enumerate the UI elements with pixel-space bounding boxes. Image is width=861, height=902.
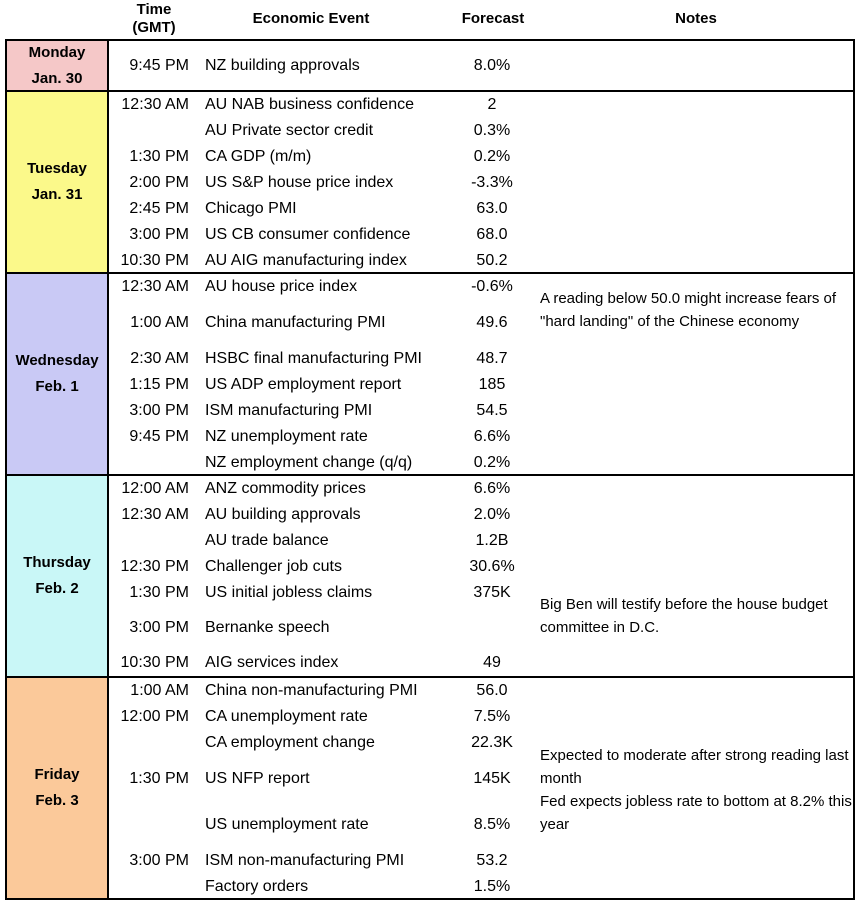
event-forecast: 49: [483, 654, 501, 671]
event-forecast: 2.0%: [473, 506, 511, 523]
event-forecast: 54.5: [476, 402, 508, 419]
event-time: 12:30 AM: [121, 96, 189, 113]
event-name: US ADP employment report: [205, 376, 402, 393]
event-forecast: 50.2: [476, 252, 508, 269]
event-time: 2:45 PM: [129, 200, 189, 217]
event-name: CA GDP (m/m): [205, 148, 312, 165]
event-time: 1:00 AM: [130, 314, 189, 331]
header-event: Economic Event: [252, 10, 370, 27]
event-name: Chicago PMI: [205, 200, 297, 217]
day-name: Thursday: [23, 554, 91, 571]
event-time: 3:00 PM: [129, 852, 189, 869]
day-block: [5, 474, 855, 678]
day-label: [7, 476, 109, 676]
day-label-text: [29, 40, 86, 92]
event-forecast: 68.0: [476, 226, 508, 243]
event-forecast: 0.2%: [473, 148, 511, 165]
event-forecast: 6.6%: [473, 480, 511, 497]
event-name: AU AIG manufacturing index: [205, 252, 407, 269]
day-block: [5, 676, 855, 900]
event-name: AIG services index: [205, 654, 339, 671]
event-time: 2:00 PM: [129, 174, 189, 191]
event-name: China manufacturing PMI: [205, 314, 386, 331]
event-time: 3:00 PM: [129, 226, 189, 243]
day-date: Feb. 2: [35, 580, 79, 597]
header-time-zone: (GMT): [132, 19, 176, 36]
event-name: ISM manufacturing PMI: [205, 402, 373, 419]
event-time: 1:15 PM: [129, 376, 189, 393]
event-forecast: 145K: [473, 770, 511, 787]
day-name: Monday: [28, 43, 86, 61]
day-label: [7, 92, 109, 272]
event-name: Bernanke speech: [205, 619, 330, 636]
event-forecast: -0.6%: [471, 278, 513, 295]
event-time: 1:30 PM: [129, 770, 189, 787]
day-date: Feb. 3: [35, 792, 79, 809]
event-forecast: 0.3%: [473, 122, 511, 139]
event-forecast: 22.3K: [471, 734, 513, 751]
event-time: 1:30 PM: [129, 148, 189, 165]
event-name: US S&P house price index: [205, 174, 394, 191]
day-label-text: [15, 348, 98, 400]
day-block: [5, 39, 855, 92]
event-name: AU trade balance: [205, 532, 329, 549]
day-block: [5, 272, 855, 476]
event-forecast: 63.0: [476, 200, 508, 217]
event-forecast: 6.6%: [473, 428, 511, 445]
event-name: CA employment change: [205, 734, 375, 751]
event-forecast: 48.7: [476, 350, 508, 367]
event-forecast: 56.0: [476, 682, 508, 699]
header-notes: Notes: [675, 10, 717, 27]
event-time: 9:45 PM: [129, 428, 189, 445]
event-name: China non-manufacturing PMI: [205, 682, 418, 699]
event-name: AU house price index: [205, 278, 358, 295]
event-name: NZ building approvals: [205, 57, 360, 74]
header-forecast: Forecast: [461, 10, 525, 27]
event-time: 2:30 AM: [130, 350, 189, 367]
event-forecast: 1.2B: [475, 532, 509, 549]
event-note: A reading below 50.0 might increase fears of "hard landing" of the Chinese economy: [540, 290, 837, 330]
event-note: Fed expects jobless rate to bottom at 8.2% this year: [540, 793, 852, 833]
event-forecast: 2: [487, 96, 497, 113]
event-forecast: 0.2%: [473, 454, 511, 471]
event-forecast: 185: [478, 376, 506, 393]
event-time: 3:00 PM: [129, 402, 189, 419]
event-time: 10:30 PM: [120, 654, 189, 671]
event-name: US unemployment rate: [205, 816, 369, 833]
day-name: Wednesday: [15, 352, 99, 369]
day-date: Feb. 1: [35, 378, 79, 395]
event-note: Expected to moderate after strong reading last month: [540, 747, 849, 787]
day-label: [7, 678, 109, 898]
event-time: 3:00 PM: [129, 619, 189, 636]
event-forecast: 7.5%: [473, 708, 511, 725]
day-date: Jan. 30: [31, 69, 83, 87]
event-forecast: 53.2: [476, 852, 508, 869]
event-time: 10:30 PM: [120, 252, 189, 269]
day-date: Jan. 31: [31, 186, 83, 203]
event-forecast: 375K: [473, 584, 511, 601]
event-time: 1:30 PM: [129, 584, 189, 601]
day-name: Friday: [34, 766, 80, 783]
day-label-text: [27, 156, 87, 208]
event-name: Factory orders: [205, 878, 309, 895]
event-name: US CB consumer confidence: [205, 226, 411, 243]
event-time: 12:00 AM: [121, 480, 189, 497]
event-name: NZ unemployment rate: [205, 428, 368, 445]
event-time: 12:30 AM: [121, 278, 189, 295]
event-name: ANZ commodity prices: [205, 480, 366, 497]
header-time-label: Time: [136, 1, 172, 18]
event-time: 12:00 PM: [120, 708, 189, 725]
event-forecast: 1.5%: [473, 878, 511, 895]
event-name: NZ employment change (q/q): [205, 454, 413, 471]
event-name: AU NAB business confidence: [205, 96, 414, 113]
header-time: [108, 1, 200, 37]
day-label-text: [34, 762, 79, 814]
event-time: 12:30 AM: [121, 506, 189, 523]
event-name: US NFP report: [205, 770, 310, 787]
event-name: AU Private sector credit: [205, 122, 374, 139]
day-label: [7, 274, 109, 474]
event-name: AU building approvals: [205, 506, 361, 523]
event-forecast: -3.3%: [471, 174, 513, 191]
event-time: 1:00 AM: [130, 682, 189, 699]
day-block: [5, 90, 855, 274]
event-forecast: 8.0%: [473, 57, 511, 74]
event-name: CA unemployment rate: [205, 708, 368, 725]
event-forecast: 8.5%: [473, 816, 511, 833]
day-label-text: [23, 550, 91, 602]
event-name: HSBC final manufacturing PMI: [205, 350, 422, 367]
day-name: Tuesday: [27, 160, 87, 177]
event-forecast: 30.6%: [469, 558, 515, 575]
event-name: US initial jobless claims: [205, 584, 373, 601]
day-label: [7, 41, 109, 90]
event-name: Challenger job cuts: [205, 558, 342, 575]
event-name: ISM non-manufacturing PMI: [205, 852, 405, 869]
event-time: 12:30 PM: [120, 558, 189, 575]
event-note: Big Ben will testify before the house budget committee in D.C.: [540, 596, 828, 636]
event-forecast: 49.6: [476, 314, 508, 331]
event-time: 9:45 PM: [129, 57, 189, 74]
